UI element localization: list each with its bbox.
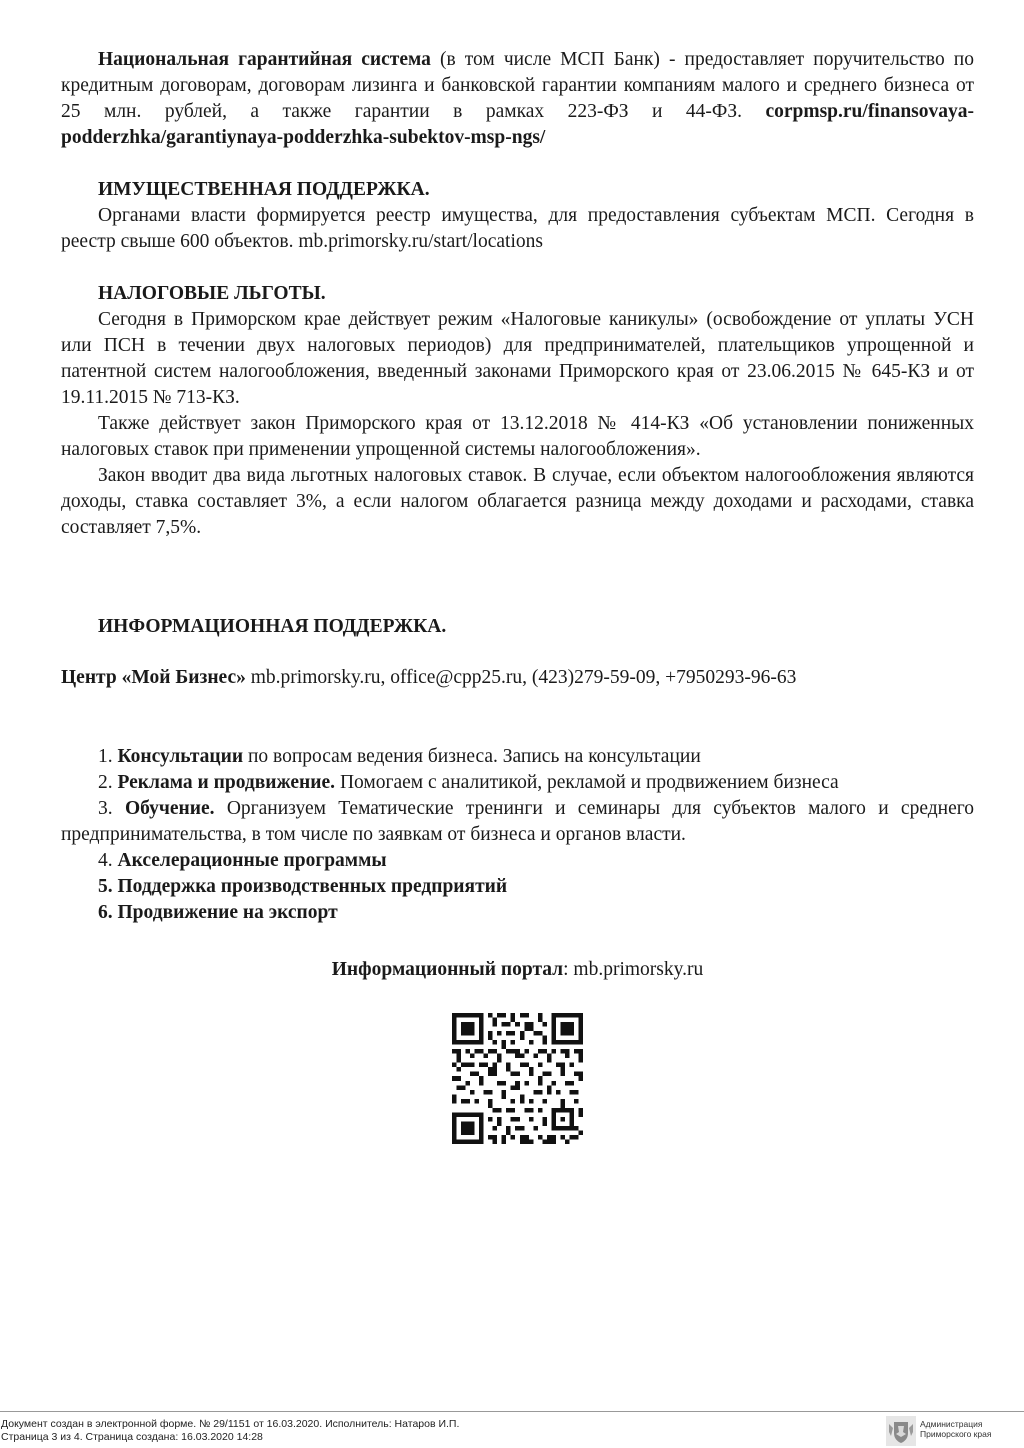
portal-line: [61, 957, 974, 983]
footer-line-2: Страница 3 из 4. Страница создана: 16.03.2020 14:28: [1, 1431, 263, 1443]
list-item-number: 2.: [98, 772, 118, 793]
center-contacts-paragraph: [61, 665, 974, 691]
portal-value[interactable]: : mb.primorsky.ru: [563, 959, 704, 980]
property-paragraph: Органами власти формируется реестр имущества, для предоставления субъектам МСП. Сегодня в реестр свыше 600 объектов. mb.primorsky.ru/start/locations: [61, 205, 974, 252]
coat-of-arms-icon: [886, 1416, 916, 1446]
list-item: [61, 796, 974, 848]
list-item-text: по вопросам ведения бизнеса. Запись на консультации: [243, 746, 701, 767]
footer-line-1: Документ создан в электронной форме. № 29/1151 от 16.03.2020. Исполнитель: Натаров И.П.: [1, 1418, 460, 1430]
tax-paragraph-1: Сегодня в Приморском крае действует режим «Налоговые каникулы» (освобождение от уплаты УСН или ПСН в течении двух налоговых периодов) для предпринимателей, плательщиков упрощенной и патентной систем налогообложения, введенный законами Приморского края от 23.06.2015 № 645-КЗ и от 19.11.2015 № 713-КЗ.: [61, 309, 974, 408]
ngs-paragraph: [61, 47, 974, 151]
list-item-title: Поддержка производственных предприятий: [117, 876, 508, 897]
ngs-text: (в том числе МСП Банк) - предоставляет поручительство по кредитным договорам, договорам лизинга и банковской гарантии компаниям малого и среднего бизнеса от 25 млн. рублей, а также гарантии в рамках 223-ФЗ и 44-ФЗ.: [61, 49, 974, 122]
list-item: [61, 874, 974, 900]
list-item-title: Обучение.: [124, 798, 215, 819]
list-item-title: Реклама и продвижение.: [117, 772, 336, 793]
tax-paragraph-2: Также действует закон Приморского края от 13.12.2018 № 414-КЗ «Об установлении пониженных налоговых ставок при применении упрощенной системы налогообложения».: [61, 413, 974, 460]
ngs-title: Национальная гарантийная система: [98, 49, 431, 70]
list-item-number: 3.: [98, 798, 125, 819]
ngs-link[interactable]: corpmsp.ru/finansovaya-podderzhka/garantiynaya-podderzhka-subektov-msp-ngs/: [61, 101, 974, 148]
list-item-title: Акселерационные программы: [117, 850, 387, 871]
info-heading: ИНФОРМАЦИОННАЯ ПОДДЕРЖКА.: [98, 616, 447, 637]
list-item-title: Продвижение на экспорт: [117, 902, 338, 923]
list-item: [61, 848, 974, 874]
footer-text: [1, 1418, 459, 1444]
qr-code[interactable]: [452, 1013, 583, 1144]
portal-paragraph: [61, 957, 974, 983]
list-item-number: 1.: [98, 746, 118, 767]
property-heading: ИМУЩЕСТВЕННАЯ ПОДДЕРЖКА.: [98, 179, 430, 200]
tax-paragraph-3: Закон вводит два вида льготных налоговых ставок. В случае, если объектом налогообложения являются доходы, ставка составляет 3%, а если налогом облагается разница между доходами и расходами, ставка составляет 7,5%.: [61, 465, 974, 538]
center-name: Центр «Мой Бизнес»: [61, 667, 246, 688]
tax-heading: НАЛОГОВЫЕ ЛЬГОТЫ.: [98, 283, 326, 304]
list-item-number: 5.: [98, 876, 118, 897]
list-item-number: 6.: [98, 902, 118, 923]
info-section: [61, 614, 974, 640]
document-footer: [0, 1411, 1024, 1448]
footer-organization: [920, 1419, 991, 1439]
center-line: [61, 665, 974, 691]
property-section: [61, 177, 974, 255]
footer-org-line-1: Администрация: [920, 1419, 983, 1429]
center-contacts: mb.primorsky.ru, office@cpp25.ru, (423)279-59-09, +7950293-96-63: [245, 667, 797, 688]
tax-section: [61, 281, 974, 541]
list-item: [61, 744, 974, 770]
footer-org-line-2: Приморского края: [920, 1429, 992, 1439]
list-item-number: 4.: [98, 850, 118, 871]
list-item-text: Помогаем с аналитикой, рекламой и продвижением бизнеса: [335, 772, 839, 793]
list-item: [61, 770, 974, 796]
list-item-title: Консультации: [117, 746, 244, 767]
list-item: [61, 900, 974, 926]
list-item-text: Организуем Тематические тренинги и семинары для субъектов малого и среднего предпринимательства, в том числе по заявкам от бизнеса и органов власти.: [61, 798, 975, 845]
portal-label: Информационный портал: [331, 959, 564, 980]
ngs-section: [61, 47, 974, 151]
services-list: [61, 744, 974, 926]
